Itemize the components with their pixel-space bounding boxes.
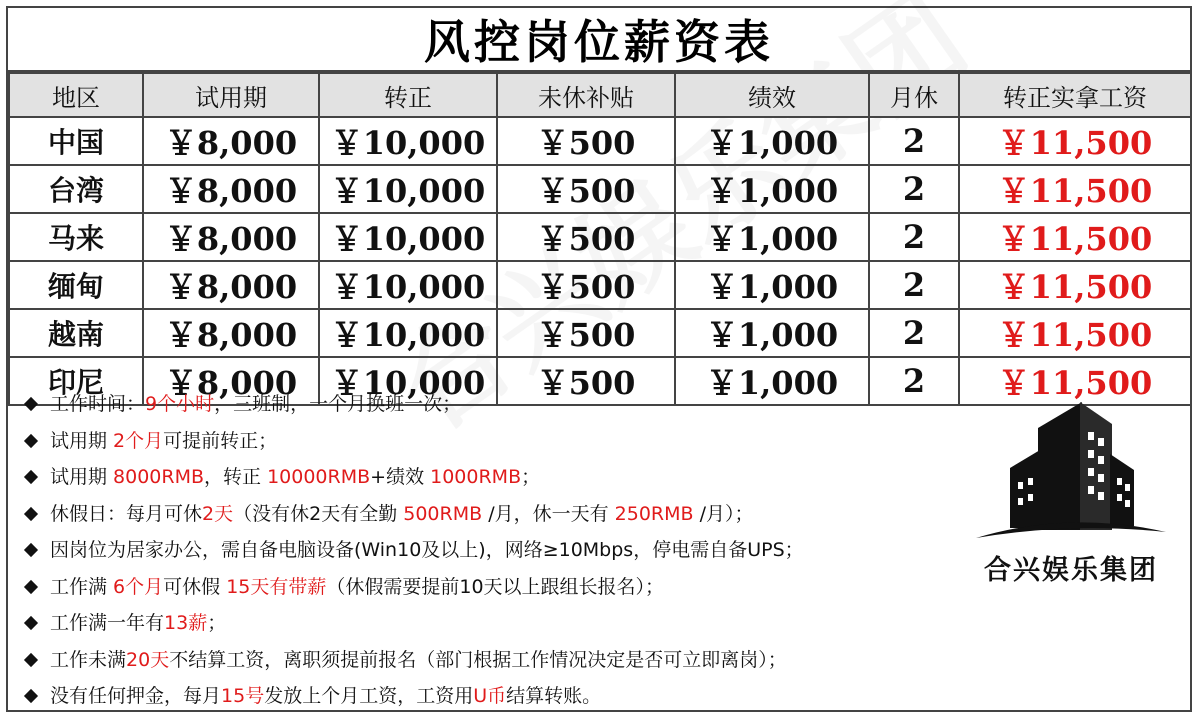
note-segment: （休假需要提前10天以上跟组长报名）； [326,575,665,598]
note-segment: （没有休2天有全勤 [233,502,404,525]
cell-leave-subsidy: ￥500 [497,261,675,309]
cell-performance: ￥1,000 [675,357,869,405]
cell-monthly-leave: 2 [869,357,959,405]
note-segment: 发放上个月工资，工资用 [264,685,474,707]
table-header-row [9,73,1191,117]
note-text [50,496,754,533]
note-segment: 工作时间： [50,393,146,415]
cell-performance: ￥1,000 [675,309,869,357]
note-segment: /月）； [693,502,754,525]
cell-leave-subsidy: ￥500 [497,165,675,213]
note-segment: 可休假 [163,575,227,598]
note-highlight: 250RMB [614,502,694,525]
cell-probation: ￥8,000 [143,117,319,165]
note-item [22,678,962,715]
note-highlight: 20天 [126,648,170,671]
note-segment: 工作未满 [50,648,127,671]
table-row [9,165,1191,213]
note-segment: 可提前转正； [163,429,278,452]
table-row [9,261,1191,309]
note-item [22,569,962,606]
note-highlight: 13薪 [164,612,208,634]
note-item [22,642,962,679]
note-segment: 不结算工资，离职须提前报名（部门根据工作情况决定是否可立即离岗）； [169,648,787,671]
note-highlight: 15号 [221,685,265,707]
notes-list [22,386,962,715]
cell-regular: ￥10,000 [319,309,497,357]
cell-net-salary: ￥11,500 [959,117,1191,165]
note-item [22,605,962,642]
note-highlight: 2个月 [113,429,164,452]
note-segment: ，三班制，一个月换班一次； [214,393,462,415]
cell-monthly-leave: 2 [869,309,959,357]
header-regular: 转正 [319,73,497,117]
note-text [50,386,461,423]
diamond-bullet-icon [24,616,38,630]
note-item [22,496,962,533]
cell-net-salary: ￥11,500 [959,165,1191,213]
diamond-bullet-icon [24,653,38,667]
note-segment: ，转正 [204,466,268,488]
cell-leave-subsidy: ￥500 [497,117,675,165]
note-highlight: 8000RMB [113,466,205,488]
table-row [9,213,1191,261]
cell-regular: ￥10,000 [319,165,497,213]
cell-leave-subsidy: ￥500 [497,357,675,405]
salary-table [8,72,1192,406]
note-segment: 结算转账。 [506,685,602,707]
diamond-bullet-icon [24,580,38,594]
company-name: 合兴娱乐集团 [984,555,1158,586]
cell-region: 印尼 [9,357,143,405]
note-text [50,459,540,496]
diamond-bullet-icon [24,434,38,448]
note-text [50,642,787,679]
cell-region: 越南 [9,309,143,357]
note-item [22,459,962,496]
cell-net-salary: ￥11,500 [959,357,1191,405]
note-highlight: 9个小时 [145,393,215,415]
note-highlight: 2天 [202,502,234,525]
note-highlight: 1000RMB [430,466,522,488]
note-segment: +绩效 [370,466,431,488]
diamond-bullet-icon [24,689,38,703]
header-performance: 绩效 [675,73,869,117]
note-text [50,678,601,715]
diamond-bullet-icon [24,507,38,521]
cell-probation: ￥8,000 [143,165,319,213]
note-text [50,569,664,606]
cell-monthly-leave: 2 [869,213,959,261]
cell-monthly-leave: 2 [869,165,959,213]
note-text [50,423,277,460]
cell-probation: ￥8,000 [143,357,319,405]
cell-leave-subsidy: ￥500 [497,213,675,261]
cell-probation: ￥8,000 [143,213,319,261]
table-row [9,309,1191,357]
header-net-salary: 转正实拿工资 [959,73,1191,117]
note-segment: ； [521,466,541,488]
header-monthly-leave: 月休 [869,73,959,117]
cell-region: 缅甸 [9,261,143,309]
cell-monthly-leave: 2 [869,117,959,165]
header-region: 地区 [9,73,143,117]
cell-performance: ￥1,000 [675,165,869,213]
cell-region: 马来 [9,213,143,261]
cell-probation: ￥8,000 [143,309,319,357]
cell-net-salary: ￥11,500 [959,309,1191,357]
note-highlight: 10000RMB [267,466,371,488]
cell-performance: ￥1,000 [675,213,869,261]
note-text [50,605,226,642]
diamond-bullet-icon [24,470,38,484]
note-item [22,532,962,569]
header-probation: 试用期 [143,73,319,117]
cell-monthly-leave: 2 [869,261,959,309]
note-item [22,386,962,423]
diamond-bullet-icon [24,397,38,411]
cell-regular: ￥10,000 [319,357,497,405]
diamond-bullet-icon [24,543,38,557]
cell-probation: ￥8,000 [143,261,319,309]
note-segment: 休假日：每月可休 [50,502,203,525]
header-leave-subsidy: 未休补贴 [497,73,675,117]
cell-regular: ￥10,000 [319,261,497,309]
cell-performance: ￥1,000 [675,117,869,165]
note-segment: 没有任何押金，每月 [50,685,222,707]
note-segment: 因岗位为居家办公，需自备电脑设备(Win10及以上)，网络≥10Mbps，停电需自备UPS； [50,539,804,561]
note-highlight: 6个月 [113,575,164,598]
note-highlight: 500RMB [403,502,483,525]
note-segment: 试用期 [50,429,114,452]
cell-regular: ￥10,000 [319,117,497,165]
note-segment: 工作满 [50,575,114,598]
note-segment: 工作满一年有 [50,612,165,634]
cell-performance: ￥1,000 [675,261,869,309]
note-segment: ； [207,612,227,634]
cell-net-salary: ￥11,500 [959,261,1191,309]
cell-net-salary: ￥11,500 [959,213,1191,261]
note-segment: /月，休一天有 [482,502,615,525]
note-text [50,532,804,569]
note-item [22,423,962,460]
cell-region: 中国 [9,117,143,165]
table-row [9,117,1191,165]
note-segment: 试用期 [50,466,114,488]
cell-region: 台湾 [9,165,143,213]
cell-regular: ￥10,000 [319,213,497,261]
note-highlight: 15天有带薪 [226,575,327,598]
page-title: 风控岗位薪资表 [8,8,1190,72]
note-highlight: U币 [473,685,507,707]
cell-leave-subsidy: ￥500 [497,309,675,357]
